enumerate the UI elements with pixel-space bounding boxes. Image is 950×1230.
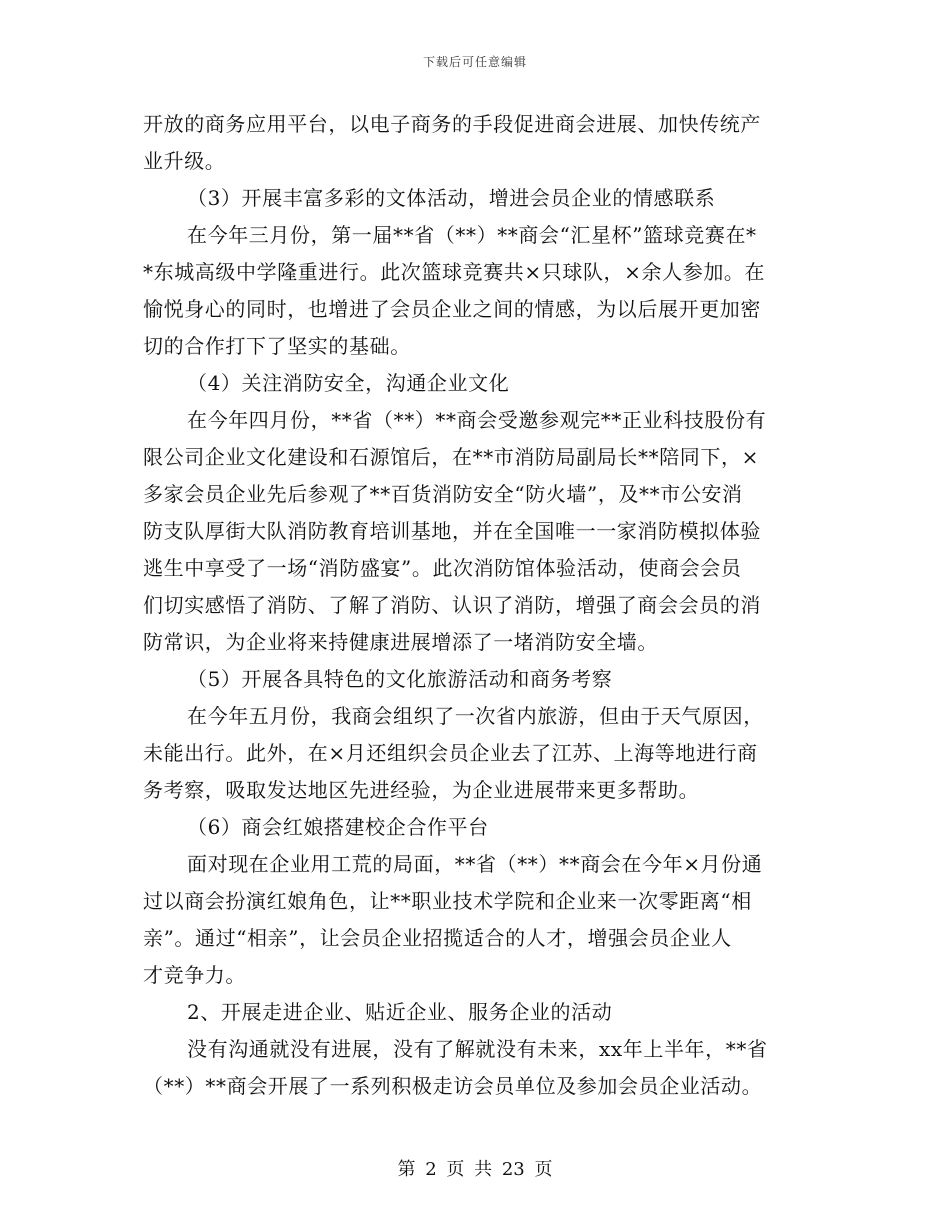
text-line: 们切实感悟了消防、了解了消防、认识了消防，增强了商会会员的消 [143, 593, 761, 617]
text-line: （**）**商会开展了一系列积极走访会员单位及参加会员企业活动。 [143, 1074, 763, 1098]
text-line: （3）开展丰富多彩的文体活动，增进会员企业的情感联系 [187, 186, 716, 210]
text-line: 多家会员企业先后参观了**百货消防安全“防火墙”，及**市公安消 [143, 482, 743, 506]
text-line: 切的合作打下了坚实的基础。 [143, 334, 411, 358]
page-footer: 第 2 页 共 23 页 [397, 1159, 553, 1180]
text-line: 务考察，吸取发达地区先进经验，为企业进展带来更多帮助。 [143, 778, 700, 802]
text-line: 业升级。 [143, 149, 226, 173]
text-line: 开放的商务应用平台，以电子商务的手段促进商会进展、加快传统产 [143, 112, 761, 136]
text-line: 限公司企业文化建设和石源馆后，在**市消防局副局长**陪同下，× [143, 445, 759, 469]
text-line: 亲”。通过“相亲”，让会员企业招揽适合的人才，增强会员企业人 [143, 926, 732, 950]
text-line: 过以商会扮演红娘角色，让**职业技术学院和企业来一次零距离“相 [143, 889, 752, 913]
text-line: 才竞争力。 [143, 963, 246, 987]
document-body [143, 106, 807, 1105]
text-line: 没有沟通就没有进展，没有了解就没有未来，xx年上半年，**省 [187, 1037, 768, 1061]
text-line: 未能出行。此外，在×月还组织会员企业去了江苏、上海等地进行商 [143, 741, 758, 765]
text-line: 防支队厚街大队消防教育培训基地，并在全国唯一一家消防模拟体验 [143, 519, 761, 543]
text-line: 2、开展走进企业、贴近企业、服务企业的活动 [187, 1000, 613, 1024]
text-line: 在今年三月份，第一届**省（**）**商会“汇星杯”篮球竞赛在* [187, 223, 757, 247]
text-line: *东城高级中学隆重进行。此次篮球竞赛共×只球队，×余人参加。在 [143, 260, 766, 284]
page-header: 下载后可任意编辑 [422, 55, 527, 69]
text-line: （4）关注消防安全，沟通企业文化 [187, 371, 510, 395]
text-line: 在今年五月份，我商会组织了一次省内旅游，但由于天气原因， [187, 704, 764, 728]
text-line: （6）商会红娘搭建校企合作平台 [187, 815, 489, 839]
text-line: （5）开展各具特色的文化旅游活动和商务考察 [187, 667, 613, 691]
text-line: 面对现在企业用工荒的局面，**省（**）**商会在今年×月份通 [187, 852, 763, 876]
text-line: 愉悦身心的同时，也增进了会员企业之间的情感，为以后展开更加密 [143, 297, 761, 321]
text-line: 防常识，为企业将来持健康进展增添了一堵消防安全墙。 [143, 630, 658, 654]
text-line: 在今年四月份，**省（**）**商会受邀参观完**正业科技股份有 [187, 408, 767, 432]
text-line: 逃生中享受了一场“消防盛宴”。此次消防馆体验活动，使商会会员 [143, 556, 742, 580]
